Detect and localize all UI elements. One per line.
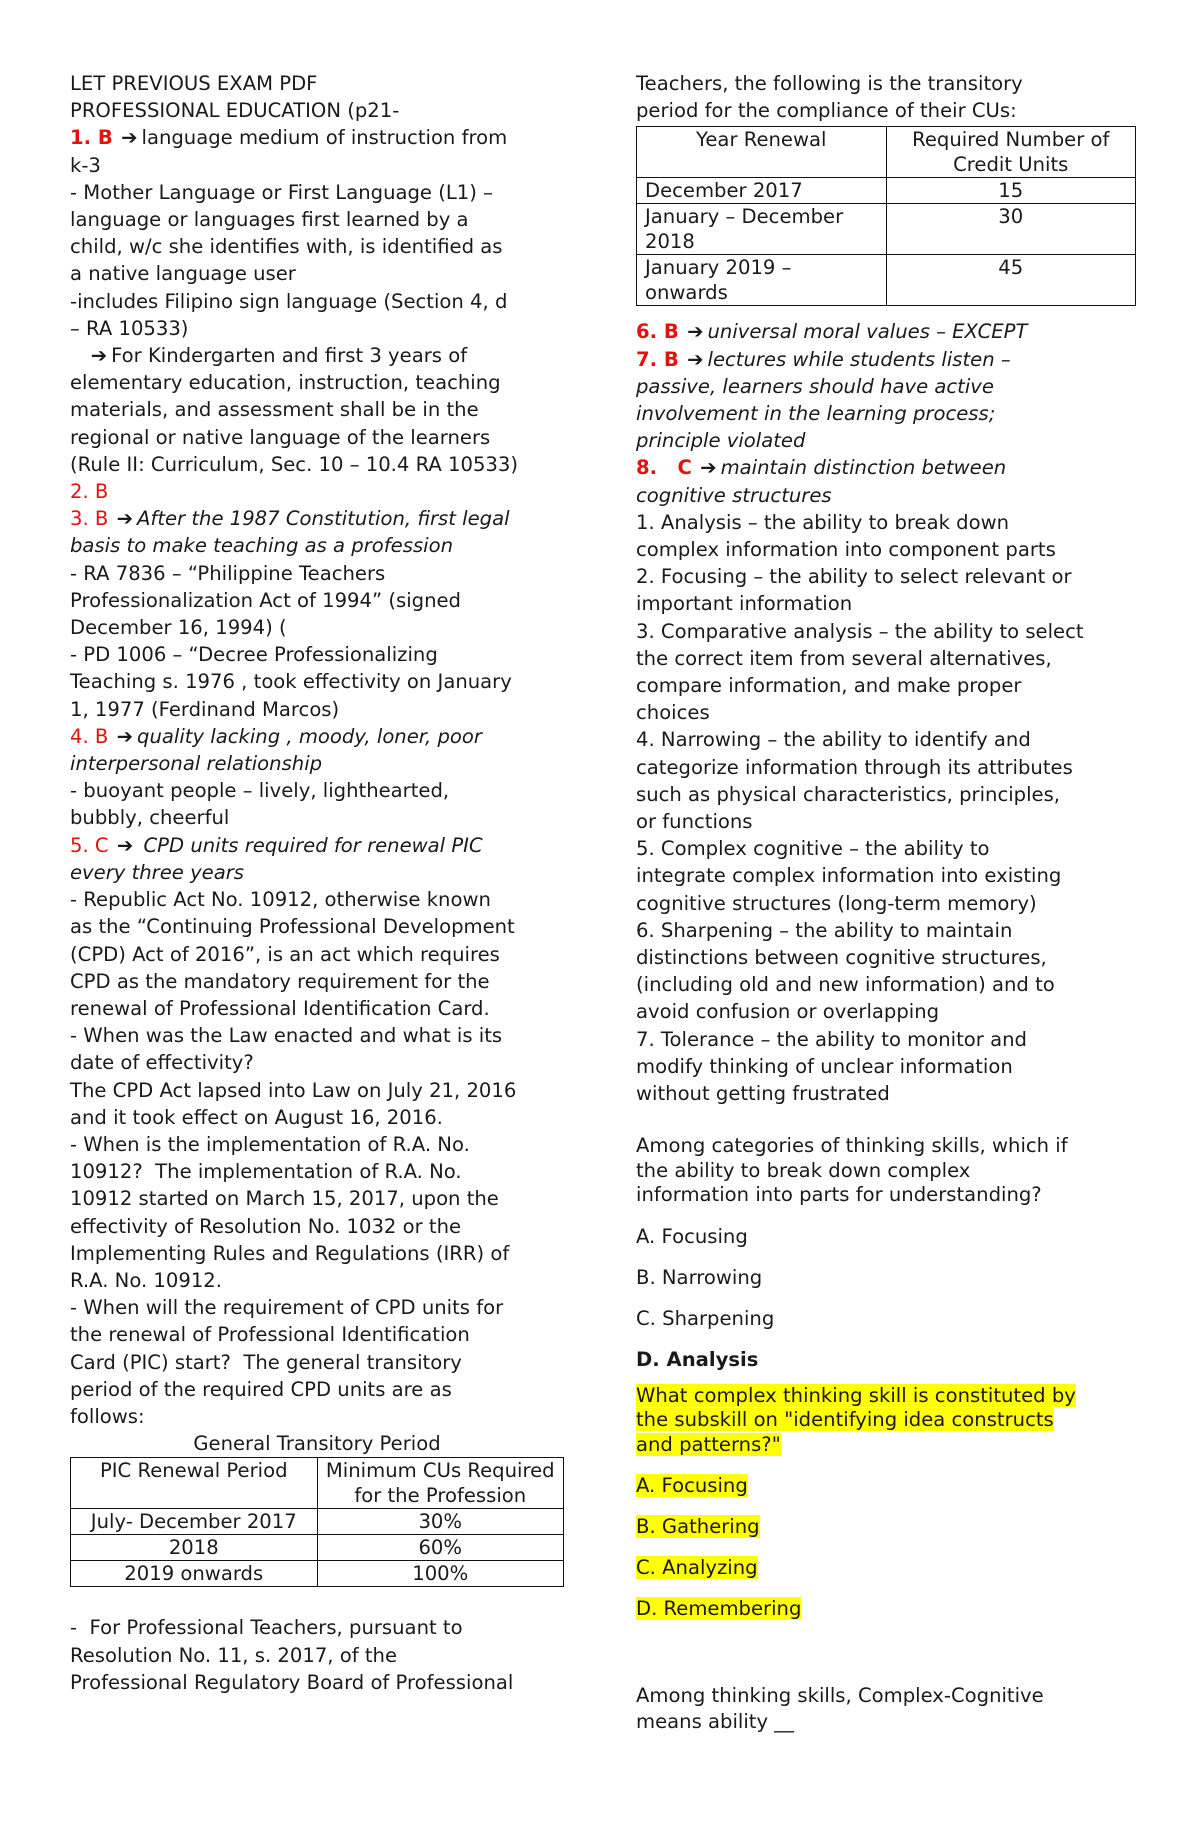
text-line: materials, and assessment shall be in the xyxy=(70,398,479,422)
arrow-right-icon: ➔ xyxy=(700,456,717,480)
arrow-right-icon: ➔ xyxy=(116,724,134,748)
text-line: avoid confusion or overlapping xyxy=(636,1000,940,1024)
answer-7-notes xyxy=(636,373,1136,455)
arrow-right-icon: ➔ xyxy=(90,344,108,368)
text-line: choices xyxy=(636,701,710,725)
text-line: - buoyant people – lively, lighthearted, xyxy=(70,779,450,803)
answer-3-text-cont: basis to make teaching as a profession xyxy=(70,534,453,558)
answer-4-text: quality lacking , moody, loner, poor xyxy=(137,724,482,748)
answer-7 xyxy=(636,346,1136,373)
text-line: 6. Sharpening – the ability to maintain xyxy=(636,918,1013,942)
question-2-option-text: C. Analyzing xyxy=(636,1556,758,1580)
question-2-option-text: B. Gathering xyxy=(636,1515,760,1539)
text-line: 1, 1977 (Ferdinand Marcos) xyxy=(70,697,340,721)
text-line: complex information into component parts xyxy=(636,538,1056,562)
answer-8 xyxy=(636,454,1136,481)
table-cell: January 2019 – onwards xyxy=(637,255,887,306)
text-line: 5. Complex cognitive – the ability to xyxy=(636,837,990,861)
text-line: cognitive structures (long-term memory) xyxy=(636,891,1037,915)
text-line: (Rule II: Curriculum, Sec. 10 – 10.4 RA 10533) xyxy=(70,452,519,476)
text-line: - Mother Language or First Language (L1) – xyxy=(70,180,493,204)
text-line: regional or native language of the learners xyxy=(70,425,491,449)
text-line: elementary education, instruction, teaching xyxy=(70,371,501,395)
question-1-option: A. Focusing xyxy=(636,1224,748,1248)
text-line: (CPD) Act of 2016”, is an act which requires xyxy=(70,942,500,966)
text-line: - RA 7836 – “Philippine Teachers xyxy=(70,561,386,585)
kinder-note-text: For Kindergarten and first 3 years of xyxy=(111,344,468,368)
table-header-cell: Minimum CUs Required for the Profession xyxy=(317,1458,564,1509)
text-line: - When will the requirement of CPD units for xyxy=(70,1296,504,1320)
arrow-right-icon: ➔ xyxy=(116,833,134,857)
question-2-line: the subskill on "identifying idea constructs xyxy=(636,1408,1054,1432)
table-cell: 60% xyxy=(317,1535,564,1561)
answer-1-key: 1. B xyxy=(70,126,113,150)
answer-7-text: lectures while students listen – xyxy=(707,347,1011,371)
answer-8-text: maintain distinction between xyxy=(720,456,1007,480)
table-row xyxy=(71,1535,564,1561)
text-line: 7. Tolerance – the ability to monitor and xyxy=(636,1027,1027,1051)
text-line: and it took effect on August 16, 2016. xyxy=(70,1105,443,1129)
answer-6-key: 6. B xyxy=(636,320,679,344)
table-cell: 30 xyxy=(886,204,1136,255)
question-2-option xyxy=(636,1547,1136,1588)
answer-4 xyxy=(70,723,564,750)
thinking-skills-list xyxy=(636,509,1136,1107)
answer-4-key: 4. B xyxy=(70,724,109,748)
answer-6 xyxy=(636,318,1136,345)
text-line: child, w/c she identifies with, is identified as xyxy=(70,235,503,259)
text-line: period for the compliance of their CUs: xyxy=(636,99,1017,123)
text-line: language or languages first learned by a xyxy=(70,208,469,232)
doc-title: LET PREVIOUS EXAM PDF xyxy=(70,72,318,95)
text-line: Professionalization Act of 1994” (signed xyxy=(70,588,461,612)
table-cell: January – December 2018 xyxy=(637,204,887,255)
text-line: Among categories of thinking skills, which if xyxy=(636,1134,1068,1158)
table-row xyxy=(637,204,1136,255)
text-line: - When was the Law enacted and what is its xyxy=(70,1024,503,1048)
text-line: renewal of Professional Identification Card. xyxy=(70,996,490,1020)
question-2-option xyxy=(636,1588,1136,1629)
resolution-notes xyxy=(70,1614,564,1696)
table-row xyxy=(637,178,1136,204)
question-1-option: C. Sharpening xyxy=(636,1306,775,1330)
text-line: as the “Continuing Professional Development xyxy=(70,915,515,939)
text-line: means ability __ xyxy=(636,1710,794,1734)
answer-5-text-cont: every three years xyxy=(70,860,244,884)
question-1-option: B. Narrowing xyxy=(636,1265,763,1289)
table-header-cell: Year Renewal xyxy=(637,127,887,178)
question-1 xyxy=(636,1134,1136,1208)
answer-5 xyxy=(70,832,564,859)
table-cell: 2019 onwards xyxy=(71,1561,318,1587)
text-line: 4. Narrowing – the ability to identify and xyxy=(636,728,1031,752)
text-line: involvement in the learning process; xyxy=(636,402,996,426)
text-line: 10912 started on March 15, 2017, upon the xyxy=(70,1187,499,1211)
table-cell: December 2017 xyxy=(637,178,887,204)
text-line: Resolution No. 11, s. 2017, of the xyxy=(70,1643,398,1667)
doc-subtitle: PROFESSIONAL EDUCATION (p21- xyxy=(70,99,400,123)
table-cell: 2018 xyxy=(71,1535,318,1561)
text-line: 1. Analysis – the ability to break down xyxy=(636,510,1010,534)
text-line: period of the required CPD units are as xyxy=(70,1377,452,1401)
text-line: Teaching s. 1976 , took effectivity on January xyxy=(70,670,512,694)
cpd-notes xyxy=(70,886,564,1430)
text-line: The CPD Act lapsed into Law on July 21, 2016 xyxy=(70,1078,517,1102)
text-line: or functions xyxy=(636,810,753,834)
question-3 xyxy=(636,1683,1136,1735)
text-line: modify thinking of unclear information xyxy=(636,1054,1013,1078)
credit-units-table xyxy=(636,126,1136,306)
answer-3 xyxy=(70,505,564,532)
text-line: Implementing Rules and Regulations (IRR) of xyxy=(70,1241,510,1265)
text-line: 10912? The implementation of R.A. No. xyxy=(70,1160,462,1184)
text-line: the correct item from several alternatives, xyxy=(636,646,1052,670)
question-2-option-text: A. Focusing xyxy=(636,1474,748,1498)
table-header-row xyxy=(71,1458,564,1509)
text-line: 2. Focusing – the ability to select relevant or xyxy=(636,565,1072,589)
text-line: information into parts for understanding? xyxy=(636,1183,1042,1207)
text-line: the ability to break down complex xyxy=(636,1158,971,1182)
table-row xyxy=(71,1509,564,1535)
text-line: follows: xyxy=(70,1404,145,1428)
text-line: Among thinking skills, Complex-Cognitive xyxy=(636,1684,1044,1708)
table-cell: 30% xyxy=(317,1509,564,1535)
text-line: passive, learners should have active xyxy=(636,374,994,398)
answer-5-key: 5. C xyxy=(70,833,109,857)
text-line: – RA 10533) xyxy=(70,316,189,340)
table-cell: July- December 2017 xyxy=(71,1509,318,1535)
text-line: integrate complex information into existing xyxy=(636,864,1062,888)
text-line: important information xyxy=(636,592,853,616)
question-2-option-text: D. Remembering xyxy=(636,1597,802,1621)
arrow-right-icon: ➔ xyxy=(116,507,134,531)
text-line: such as physical characteristics, principles, xyxy=(636,782,1061,806)
answer-8-text-cont: cognitive structures xyxy=(636,483,832,507)
answer-7-key: 7. B xyxy=(636,347,679,371)
text-line: (including old and new information) and to xyxy=(636,973,1055,997)
answer-4-text-cont: interpersonal relationship xyxy=(70,752,323,776)
text-line: without getting frustrated xyxy=(636,1082,890,1106)
question-1-answer: D. Analysis xyxy=(636,1347,759,1371)
buoyant-notes xyxy=(70,777,564,831)
text-line: bubbly, cheerful xyxy=(70,806,230,830)
table-row xyxy=(637,255,1136,306)
table-header-cell: Required Number of Credit Units xyxy=(886,127,1136,178)
answer-1-text: language medium of instruction from xyxy=(141,126,508,150)
answer-3-key: 3. B xyxy=(70,507,109,531)
question-2-line: and patterns?" xyxy=(636,1432,781,1456)
table-header-cell: PIC Renewal Period xyxy=(71,1458,318,1509)
text-line: principle violated xyxy=(636,429,806,453)
text-line: distinctions between cognitive structures, xyxy=(636,946,1047,970)
answer-8-key: 8. C xyxy=(636,456,692,480)
text-line: compare information, and make proper xyxy=(636,674,1022,698)
kinder-note-first xyxy=(70,342,564,369)
text-line: effectivity of Resolution No. 1032 or the xyxy=(70,1214,462,1238)
transitory-intro xyxy=(636,70,1136,124)
text-line: Card (PIC) start? The general transitory xyxy=(70,1350,462,1374)
arrow-right-icon: ➔ xyxy=(121,126,138,150)
table-cell: 15 xyxy=(886,178,1136,204)
table-cell: 45 xyxy=(886,255,1136,306)
text-line: Professional Regulatory Board of Professional xyxy=(70,1670,514,1694)
question-2-line: What complex thinking skill is constituted by xyxy=(636,1383,1076,1407)
kinder-notes xyxy=(70,369,564,478)
answer-1-text-cont: k-3 xyxy=(70,153,101,177)
table-header-row xyxy=(637,127,1136,178)
answer-3-text: After the 1987 Constitution, first legal xyxy=(137,507,510,531)
answer-2: 2. B xyxy=(70,480,109,504)
text-line: December 16, 1994) ( xyxy=(70,616,287,640)
l1-notes xyxy=(70,179,564,342)
question-2 xyxy=(636,1384,1136,1458)
text-line: categorize information through its attributes xyxy=(636,755,1073,779)
text-line: - PD 1006 – “Decree Professionalizing xyxy=(70,643,438,667)
text-line: 3. Comparative analysis – the ability to select xyxy=(636,619,1084,643)
text-line: - For Professional Teachers, pursuant to xyxy=(70,1616,463,1640)
general-transitory-table xyxy=(70,1457,564,1587)
text-line: R.A. No. 10912. xyxy=(70,1268,222,1292)
text-line: the renewal of Professional Identification xyxy=(70,1323,470,1347)
text-line: CPD as the mandatory requirement for the xyxy=(70,969,490,993)
arrow-right-icon: ➔ xyxy=(687,320,704,344)
arrow-right-icon: ➔ xyxy=(687,347,704,371)
text-line: - When is the implementation of R.A. No. xyxy=(70,1132,470,1156)
answer-6-text: universal moral values – EXCEPT xyxy=(707,320,1028,344)
table-row xyxy=(71,1561,564,1587)
text-line: Teachers, the following is the transitory xyxy=(636,72,1023,95)
ra7836-notes xyxy=(70,560,564,723)
text-line: -includes Filipino sign language (Section 4, d xyxy=(70,289,508,313)
answer-5-text: CPD units required for renewal PIC xyxy=(143,833,483,857)
text-line: date of effectivity? xyxy=(70,1051,254,1075)
left-column xyxy=(70,70,564,1696)
table-caption: General Transitory Period xyxy=(193,1432,441,1456)
text-line: - Republic Act No. 10912, otherwise known xyxy=(70,888,491,912)
text-line: a native language user xyxy=(70,262,296,286)
table-cell: 100% xyxy=(317,1561,564,1587)
question-2-option xyxy=(636,1506,1136,1547)
answer-1 xyxy=(70,124,564,151)
question-2-option xyxy=(636,1465,1136,1506)
right-column xyxy=(636,70,1136,1735)
